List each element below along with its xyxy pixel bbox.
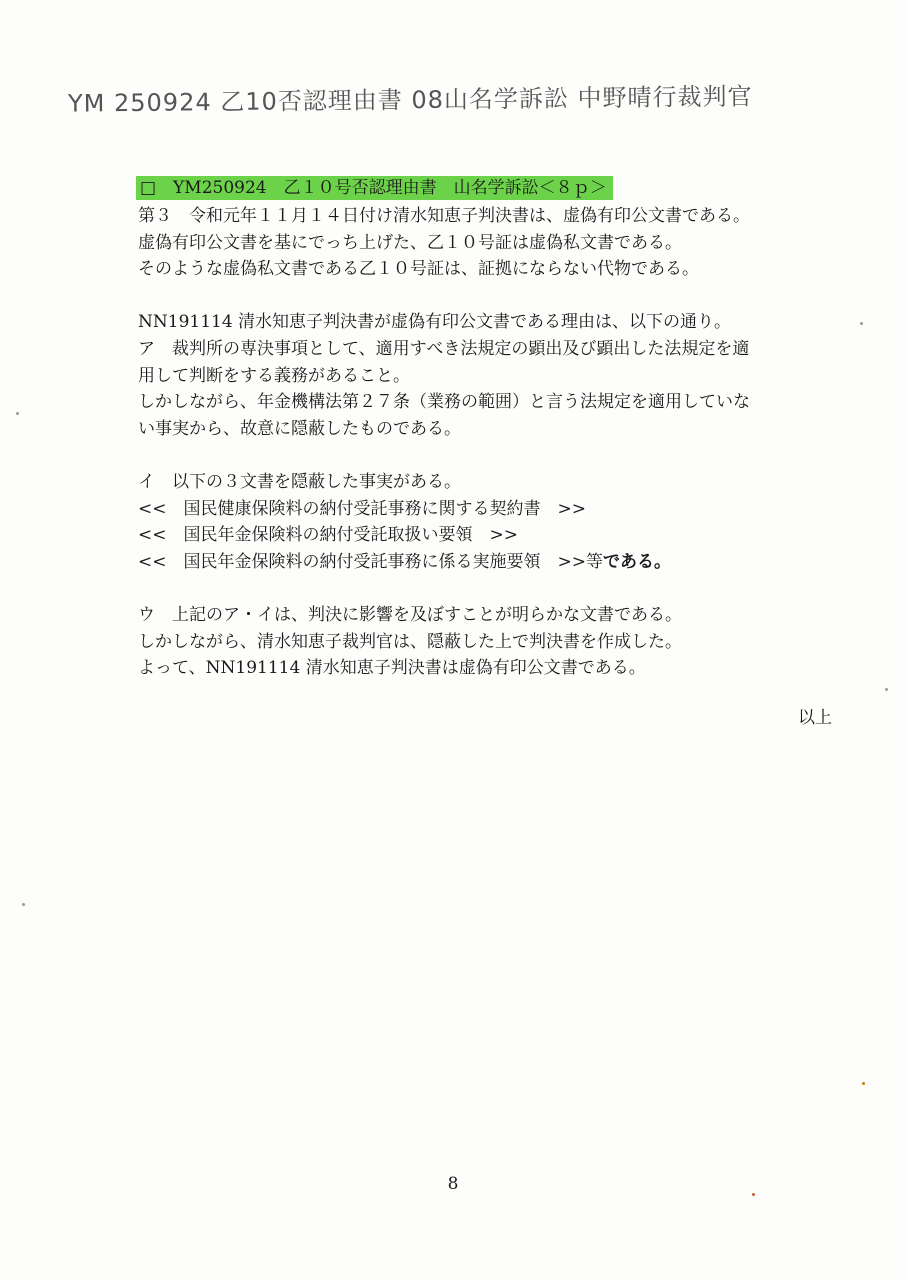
body-line: ウ 上記のア・イは、判決に影響を及ぼすことが明らかな文書である。 (138, 604, 682, 625)
body-line: << 国民年金保険料の納付受託取扱い要領 >> (138, 525, 518, 546)
body-line: しかしながら、清水知恵子裁判官は、隠蔽した上で判決書を作成した。 (138, 631, 682, 652)
body-line: よって、NN191114 清水知恵子判決書は虚偽有印公文書である。 (138, 658, 646, 679)
paper-speck (862, 1082, 865, 1085)
body-line: ア 裁判所の専決事項として、適用すべき法規定の顕出及び顕出した法規定を適 (138, 338, 750, 359)
body-line: 用して判断をする義務があること。 (138, 365, 410, 386)
blank-line (138, 442, 838, 469)
paper-speck (860, 322, 863, 325)
body-line: 第３ 令和元年１１月１４日付け清水知恵子判決書は、虚偽有印公文書である。 (138, 206, 750, 226)
body-line (138, 549, 838, 576)
body-line: い事実から、故意に隠蔽したものである。 (138, 418, 461, 439)
body-line: しかしながら、年金機構法第２７条（業務の範囲）と言う法規定を適用していな (138, 392, 750, 413)
emphasis-text: である。 (602, 551, 671, 572)
paper-speck (22, 903, 25, 906)
paper-speck (885, 688, 888, 691)
handwritten-note: YM 250924 乙10否認理由書 08山名学訴訟 中野晴行裁判官 (67, 82, 753, 118)
document-body (138, 203, 838, 682)
paper-speck (752, 1193, 755, 1196)
blank-line (138, 575, 838, 602)
closing-mark: 以上 (798, 708, 832, 728)
blank-line (138, 283, 838, 310)
body-line-text: << 国民年金保険料の納付受託事務に係る実施要領 >>等 (138, 551, 603, 572)
body-line: NN191114 清水知恵子判決書が虚偽有印公文書である理由は、以下の通り。 (138, 312, 732, 333)
body-line: 虚偽有印公文書を基にでっち上げた、乙１０号証は虚偽私文書である。 (138, 232, 682, 253)
body-line: << 国民健康保険料の納付受託事務に関する契約書 >> (138, 498, 586, 519)
page-number: 8 (447, 1174, 459, 1194)
paper-speck (16, 412, 19, 415)
body-line: そのような虚偽私文書である乙１０号証は、証拠にならない代物である。 (138, 259, 699, 280)
document-title: □ YM250924 乙１０号否認理由書 山名学訴訟＜８ｐ＞ (136, 176, 613, 200)
body-line: イ 以下の３文書を隠蔽した事実がある。 (138, 471, 461, 492)
